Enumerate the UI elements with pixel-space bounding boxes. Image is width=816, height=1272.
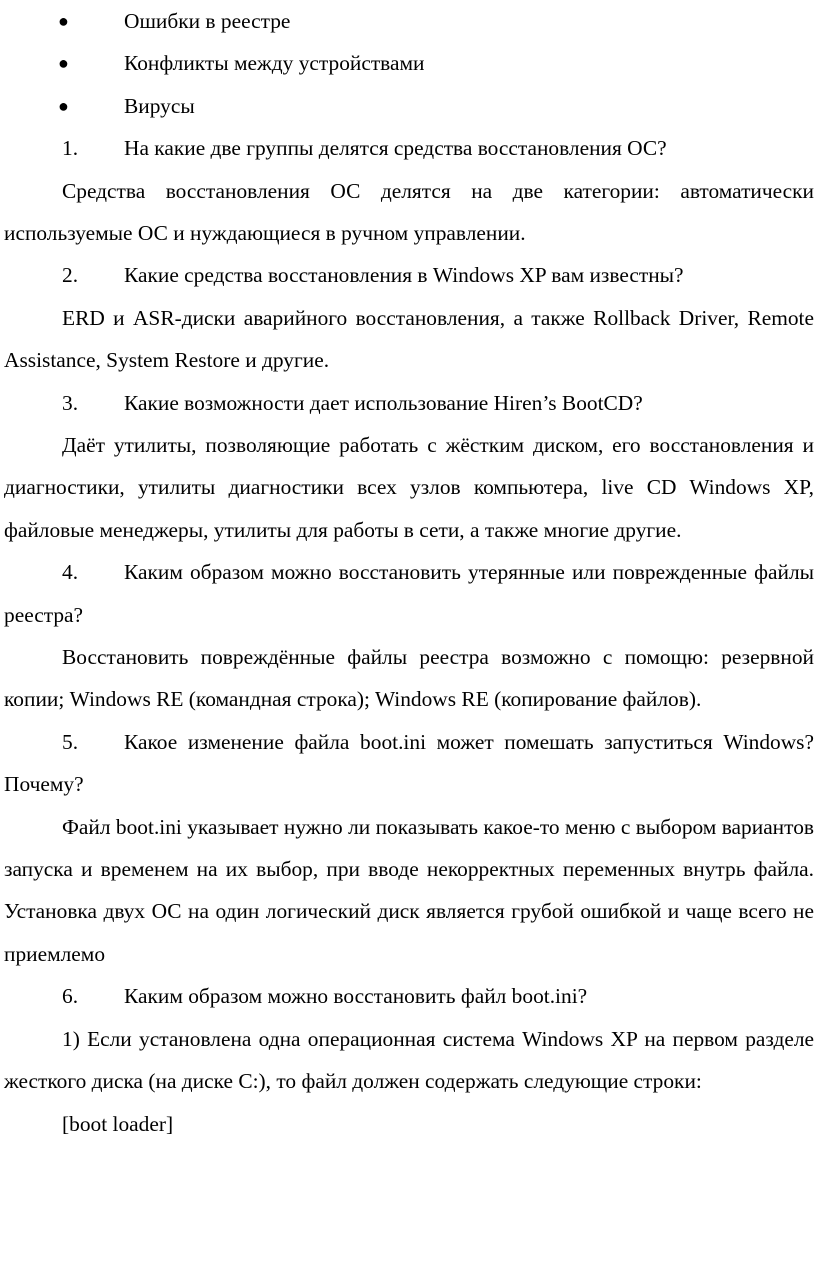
answer-3: Даёт утилиты, позволяющие работать с жёстким диском, его восстановления и диагностики, утилиты диагностики всех узлов компьютера, live CD Windows XP, файловые менеджеры, утилиты для работы в сети, а также многие другие. (4, 433, 814, 542)
bullet-item (0, 42, 816, 84)
bullet-item (0, 85, 816, 127)
answer-6: 1) Если установлена одна операционная система Windows XP на первом разделе жесткого диска (на диске C:), то файл должен содержать следующие строки: (4, 1026, 814, 1094)
answer-1: Средства восстановления ОС делятся на две категории: автоматически используемые ОС и нуждающиеся в ручном управлении. (4, 178, 814, 245)
question-text: Каким образом можно восстановить файл boot.ini? (124, 984, 588, 1009)
bullet-icon: ● (58, 95, 69, 116)
bullet-item (0, 0, 816, 42)
answer-5: Файл boot.ini указывает нужно ли показывать какое-то меню с выбором вариантов запуска и временем на их выбор, при вводе некорректных переменных внутрь файла. Установка двух ОС на один логический диск является грубой ошибкой и чаще всего не приемлемо (4, 814, 814, 966)
question-number: 3. (62, 390, 79, 415)
bullet-icon: ● (58, 11, 69, 31)
question-6 (0, 975, 816, 1017)
question-number: 5. (62, 729, 79, 754)
question-3 (0, 382, 816, 424)
question-text: Какие средства восстановления в Windows XP вам известны? (124, 263, 684, 288)
question-text: Каким образом можно восстановить утерянные или поврежденные файлы реестра? (4, 560, 814, 627)
question-2 (0, 254, 816, 296)
answer-2: ERD и ASR-диски аварийного восстановления, а также Rollback Driver, Remote Assistance, System Restore и другие. (4, 305, 814, 373)
question-5 (0, 721, 816, 806)
question-number: 6. (62, 984, 79, 1009)
question-number: 1. (62, 136, 79, 161)
question-1 (0, 127, 816, 169)
bullet-text: Ошибки в реестре (124, 9, 291, 33)
answer-4: Восстановить повреждённые файлы реестра возможно с помощю: резервной копии; Windows RE (командная строка); Windows RE (копирование файлов). (4, 645, 814, 712)
boot-loader-line: [boot loader] (62, 1111, 174, 1136)
question-text: Какое изменение файла boot.ini может помешать запуститься Windows? Почему? (4, 729, 814, 797)
question-text: Какие возможности дает использование Hiren’s BootCD? (124, 390, 643, 415)
bullet-text: Вирусы (124, 93, 195, 118)
question-number: 2. (62, 263, 79, 288)
question-text: На какие две группы делятся средства восстановления ОС? (124, 136, 667, 161)
bullet-text: Конфликты между устройствами (124, 51, 425, 76)
bullet-icon: ● (58, 53, 69, 74)
question-4 (0, 551, 816, 636)
question-number: 4. (62, 560, 79, 585)
